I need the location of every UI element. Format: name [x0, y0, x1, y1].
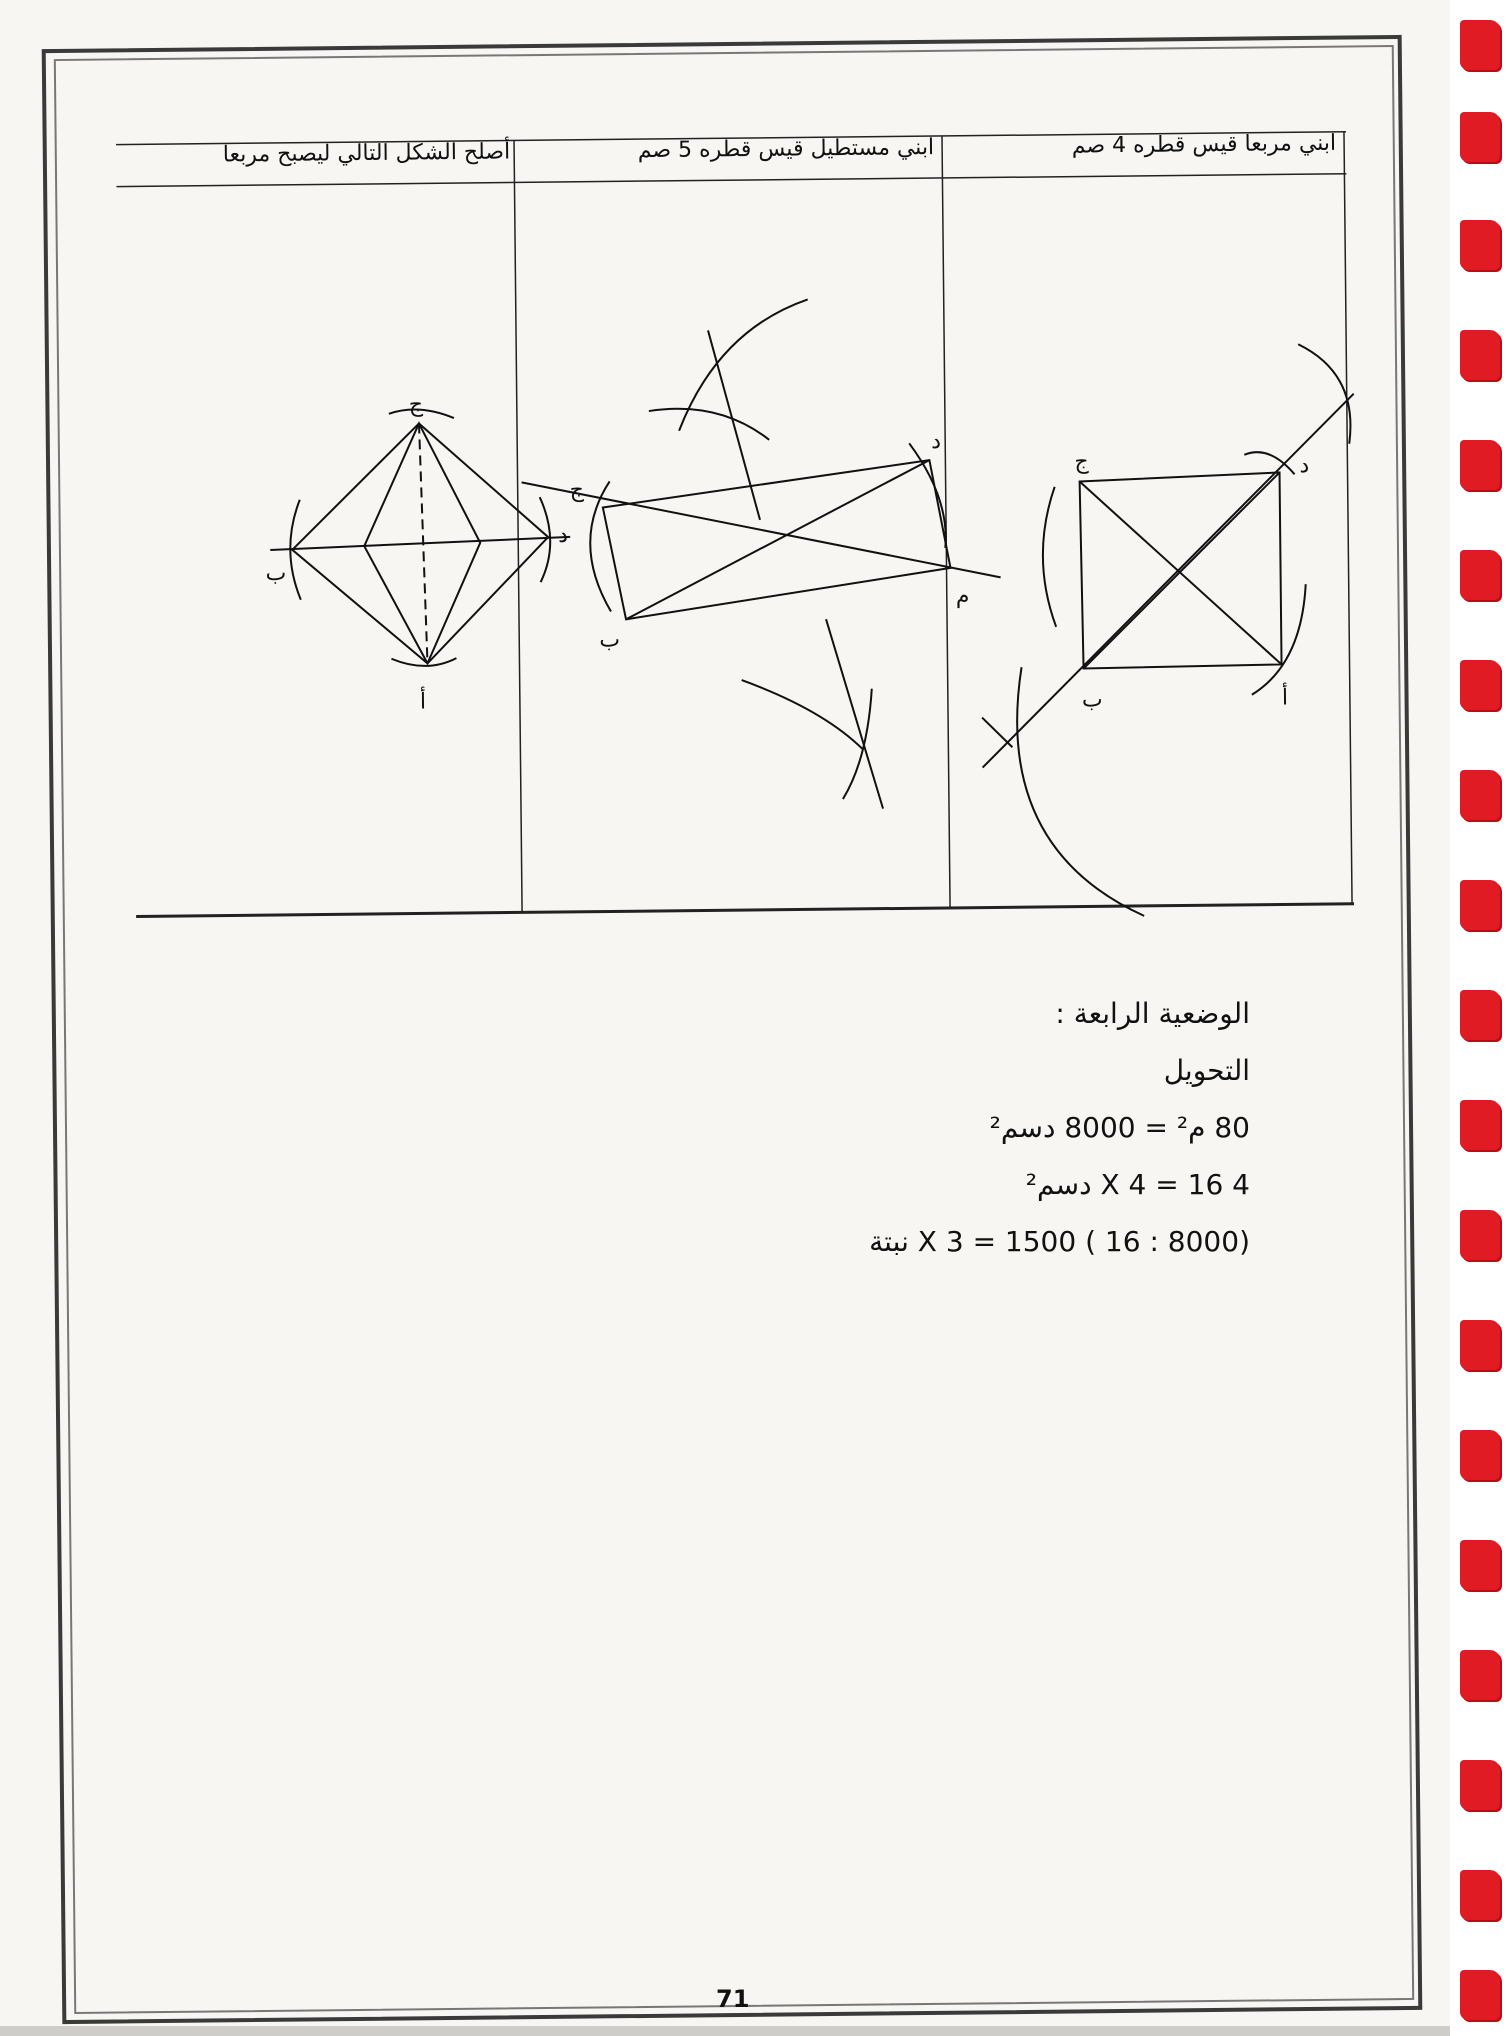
square-label-a: أ — [1281, 685, 1289, 711]
construction-table — [116, 103, 1385, 936]
rectangle-arc-top-1 — [678, 299, 809, 430]
rectangle-arc-c — [590, 481, 611, 611]
binding-ring — [1460, 1320, 1500, 1370]
binding-ring — [1460, 1760, 1500, 1810]
square-construction-arc-1 — [1017, 666, 1145, 917]
header-rectangle: ابني مستطيل قيس قطره 5 صم — [637, 135, 935, 164]
table-bottom-line — [136, 904, 1354, 917]
square-arc-c — [1042, 487, 1056, 627]
binding-ring — [1460, 440, 1500, 490]
square-diagonal-2 — [1082, 472, 1282, 668]
binding-ring — [1460, 1430, 1500, 1480]
header-fix-square: أصلح الشكل التالي ليصبح مربعا — [222, 139, 511, 168]
binding-ring — [1460, 660, 1500, 710]
binding-ring — [1460, 1540, 1500, 1590]
square-construction-arc-2 — [1298, 344, 1350, 445]
binding-ring — [1460, 1970, 1500, 2020]
rectangle-label-d: د — [931, 428, 942, 455]
rectangle-label-b: ب — [599, 627, 621, 653]
diamond-label-b: ب — [265, 560, 287, 587]
square-extended-line — [979, 394, 1358, 768]
page-bottom-edge — [0, 2026, 1450, 2036]
binding-ring — [1460, 1650, 1500, 1700]
section-title: الوضعية الرابعة : — [1055, 997, 1250, 1030]
binding-ring — [1460, 20, 1500, 70]
square-label-c: ج — [1074, 449, 1089, 475]
diamond-label-c: ج — [408, 392, 424, 418]
square-label-d: د — [1299, 453, 1310, 479]
construction-drawings — [116, 103, 1385, 936]
rectangle-label-c: ج — [569, 477, 585, 503]
rectangle-label-m: م — [955, 583, 970, 609]
binding-ring — [1460, 770, 1500, 820]
diamond-horizontal-diagonal — [270, 537, 570, 550]
binding-ring — [1460, 550, 1500, 600]
column-divider-1 — [514, 140, 522, 912]
header-square: ابني مربعا قيس قطره 4 صم — [1071, 130, 1337, 159]
column-divider-3 — [1344, 132, 1352, 904]
square-figure — [978, 344, 1359, 918]
binding-ring — [1460, 1210, 1500, 1260]
area-line: 4 X 4 = 16 دسم² — [1025, 1168, 1250, 1201]
header-separator — [116, 174, 1346, 187]
section-subtitle: التحويل — [1163, 1054, 1250, 1087]
diamond-label-d: د — [558, 522, 569, 549]
diamond-figure — [269, 408, 572, 668]
conversion-line: 80 م² = 8000 دسم² — [989, 1111, 1250, 1144]
square-arc-d — [1244, 452, 1294, 475]
binding-ring — [1460, 112, 1500, 162]
situation-four — [550, 985, 1250, 1270]
diamond-label-a: أ — [419, 689, 427, 715]
binding-ring — [1460, 880, 1500, 930]
binding-ring — [1460, 990, 1500, 1040]
diamond-labels — [264, 391, 570, 716]
rectangle-arc-top-2 — [649, 408, 769, 441]
rectangle-arc-d — [909, 443, 946, 548]
binding-ring — [1460, 220, 1500, 270]
rectangle-figure — [520, 297, 1003, 812]
spiral-binding — [1450, 0, 1508, 2036]
page-number: 71 — [716, 1985, 750, 2013]
binding-ring — [1460, 330, 1500, 380]
column-divider-2 — [942, 136, 950, 908]
binding-ring — [1460, 1870, 1500, 1920]
rectangle-perpendicular-bottom — [826, 619, 883, 810]
square-arc-a — [1251, 584, 1307, 695]
square-tick-1 — [982, 717, 1012, 747]
square-label-b: ب — [1081, 687, 1103, 713]
binding-ring — [1460, 1100, 1500, 1150]
rectangle-arc-bottom-1 — [742, 679, 863, 750]
plants-line: (8000 : 16 ) X 3 = 1500 نبتة — [869, 1225, 1250, 1258]
